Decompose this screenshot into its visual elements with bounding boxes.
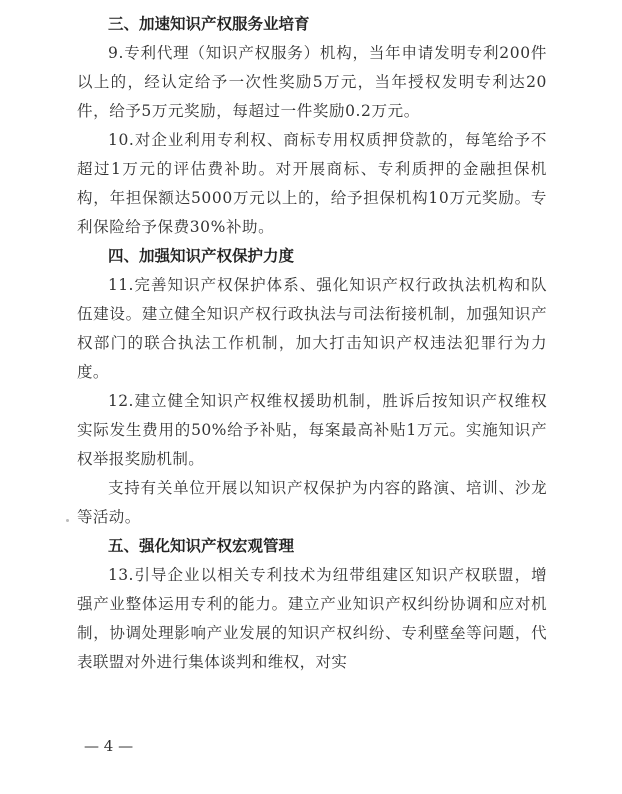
section-heading-4: 四、加强知识产权保护力度 [108, 247, 295, 265]
paragraph-support: 支持有关单位开展以知识产权保护为内容的路演、培训、沙龙等活动。 [77, 479, 547, 526]
paragraph-item-10: 10.对企业利用专利权、商标专用权质押贷款的，每笔给予不超过1万元的评估费补助。对开展商标、专利质押的金融担保机构，年担保额达5000万元以上的，给予担保机构10万元奖励。专利保险给予保费30%补助。 [77, 131, 547, 236]
section-heading-5: 五、强化知识产权宏观管理 [108, 537, 295, 555]
scan-speck [66, 519, 69, 522]
paragraph-item-9: 9.专利代理（知识产权服务）机构，当年申请发明专利200件以上的，经认定给予一次性奖励5万元，当年授权发明专利达20件，给予5万元奖励，每超过一件奖励0.2万元。 [77, 44, 547, 120]
page-number: — 4 — [84, 737, 134, 755]
document-body [77, 10, 547, 677]
paragraph-item-13: 13.引导企业以相关专利技术为纽带组建区知识产权联盟，增强产业整体运用专利的能力。建立产业知识产权纠纷协调和应对机制，协调处理影响产业发展的知识产权纠纷、专利壁垒等问题，代表联盟对外进行集体谈判和维权，对实 [77, 566, 547, 671]
section-heading-3: 三、加速知识产权服务业培育 [108, 15, 310, 33]
paragraph-item-12: 12.建立健全知识产权维权援助机制，胜诉后按知识产权维权实际发生费用的50%给予补贴，每案最高补贴1万元。实施知识产权举报奖励机制。 [77, 392, 547, 468]
paragraph-item-11: 11.完善知识产权保护体系、强化知识产权行政执法机构和队伍建设。建立健全知识产权行政执法与司法衔接机制，加强知识产权部门的联合执法工作机制，加大打击知识产权违法犯罪行为力度。 [77, 276, 547, 381]
